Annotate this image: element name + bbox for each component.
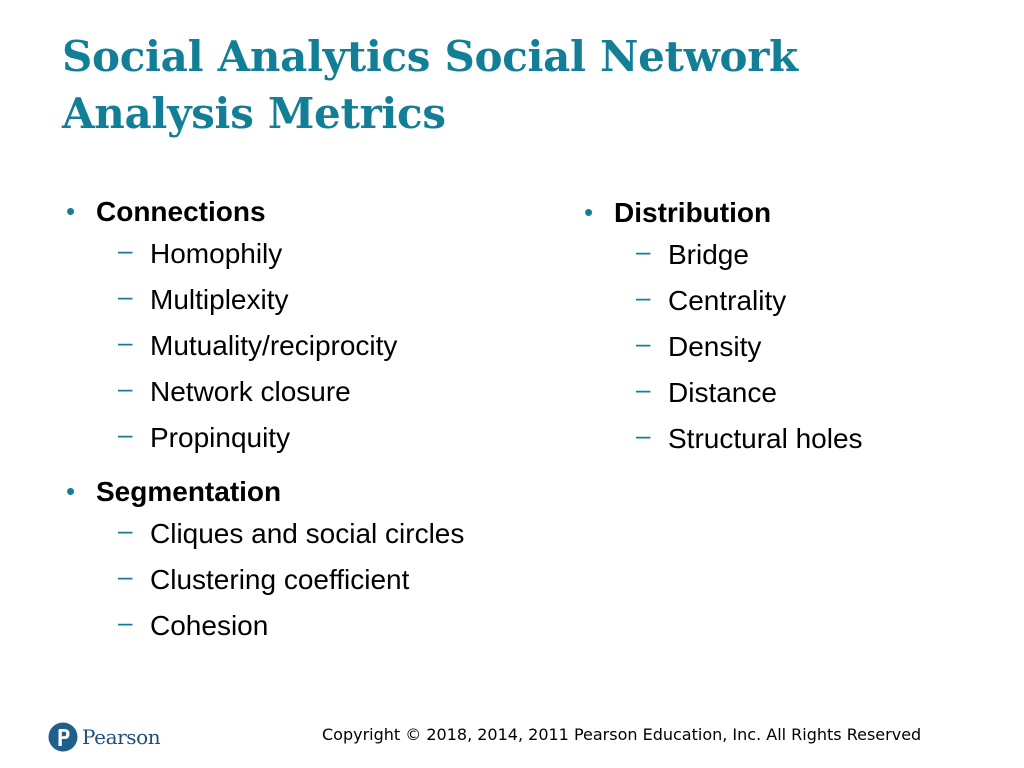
dash-icon: – bbox=[118, 515, 133, 545]
sub-bullet-item bbox=[584, 370, 1024, 416]
slide-title: Social Analytics Social Network Analysis Metrics bbox=[62, 32, 798, 138]
dash-icon: – bbox=[118, 561, 133, 591]
sub-bullet-label: Propinquity bbox=[150, 422, 291, 453]
pearson-logo-icon bbox=[48, 722, 78, 752]
sub-bullet-item bbox=[584, 232, 1024, 278]
dash-icon: – bbox=[118, 607, 133, 637]
dash-icon: – bbox=[636, 374, 651, 404]
bullet-section-segmentation bbox=[66, 473, 506, 649]
sub-bullet-list bbox=[66, 231, 506, 461]
sub-bullet-label: Centrality bbox=[668, 285, 787, 316]
bullet-section-distribution bbox=[584, 194, 1024, 462]
sub-bullet-label: Distance bbox=[668, 377, 777, 408]
sub-bullet-list bbox=[66, 511, 506, 649]
dash-icon: – bbox=[636, 282, 651, 312]
dash-icon: – bbox=[118, 373, 133, 403]
copyright-text: Copyright © 2018, 2014, 2011 Pearson Education, Inc. All Rights Reserved bbox=[322, 725, 922, 744]
sub-bullet-label: Network closure bbox=[150, 376, 351, 407]
dash-icon: – bbox=[118, 327, 133, 357]
sub-bullet-item bbox=[66, 277, 506, 323]
sub-bullet-item bbox=[66, 603, 506, 649]
dash-icon: – bbox=[118, 281, 133, 311]
sub-bullet-item bbox=[66, 557, 506, 603]
bullet-item bbox=[584, 194, 1024, 232]
sub-bullet-item bbox=[584, 278, 1024, 324]
sub-bullet-item bbox=[66, 415, 506, 461]
dash-icon: – bbox=[636, 236, 651, 266]
bullet-dot-icon: • bbox=[584, 197, 594, 227]
bullet-item bbox=[66, 473, 506, 511]
sub-bullet-label: Multiplexity bbox=[150, 284, 289, 315]
sub-bullet-item bbox=[66, 369, 506, 415]
sub-bullet-item bbox=[584, 416, 1024, 462]
left-column bbox=[66, 193, 506, 649]
sub-bullet-label: Bridge bbox=[668, 239, 749, 270]
bullet-heading: Connections bbox=[96, 196, 266, 227]
sub-bullet-item bbox=[66, 511, 506, 557]
sub-bullet-item bbox=[584, 324, 1024, 370]
dash-icon: – bbox=[118, 419, 133, 449]
sub-bullet-label: Cohesion bbox=[150, 610, 269, 641]
bullet-dot-icon: • bbox=[66, 196, 76, 226]
sub-bullet-label: Structural holes bbox=[668, 423, 863, 454]
sub-bullet-label: Homophily bbox=[150, 238, 283, 269]
sub-bullet-list bbox=[584, 232, 1024, 462]
bullet-item bbox=[66, 193, 506, 231]
dash-icon: – bbox=[118, 235, 133, 265]
sub-bullet-label: Mutuality/reciprocity bbox=[150, 330, 398, 361]
sub-bullet-item bbox=[66, 231, 506, 277]
bullet-heading: Segmentation bbox=[96, 476, 282, 507]
right-column bbox=[584, 194, 1024, 462]
dash-icon: – bbox=[636, 328, 651, 358]
bullet-heading: Distribution bbox=[614, 197, 772, 228]
sub-bullet-item bbox=[66, 323, 506, 369]
pearson-logo bbox=[48, 720, 160, 754]
sub-bullet-label: Clustering coefficient bbox=[150, 564, 410, 595]
bullet-dot-icon: • bbox=[66, 476, 76, 506]
sub-bullet-label: Density bbox=[668, 331, 762, 362]
bullet-section-connections bbox=[66, 193, 506, 461]
pearson-wordmark: Pearson bbox=[82, 725, 161, 749]
dash-icon: – bbox=[636, 420, 651, 450]
sub-bullet-label: Cliques and social circles bbox=[150, 518, 465, 549]
